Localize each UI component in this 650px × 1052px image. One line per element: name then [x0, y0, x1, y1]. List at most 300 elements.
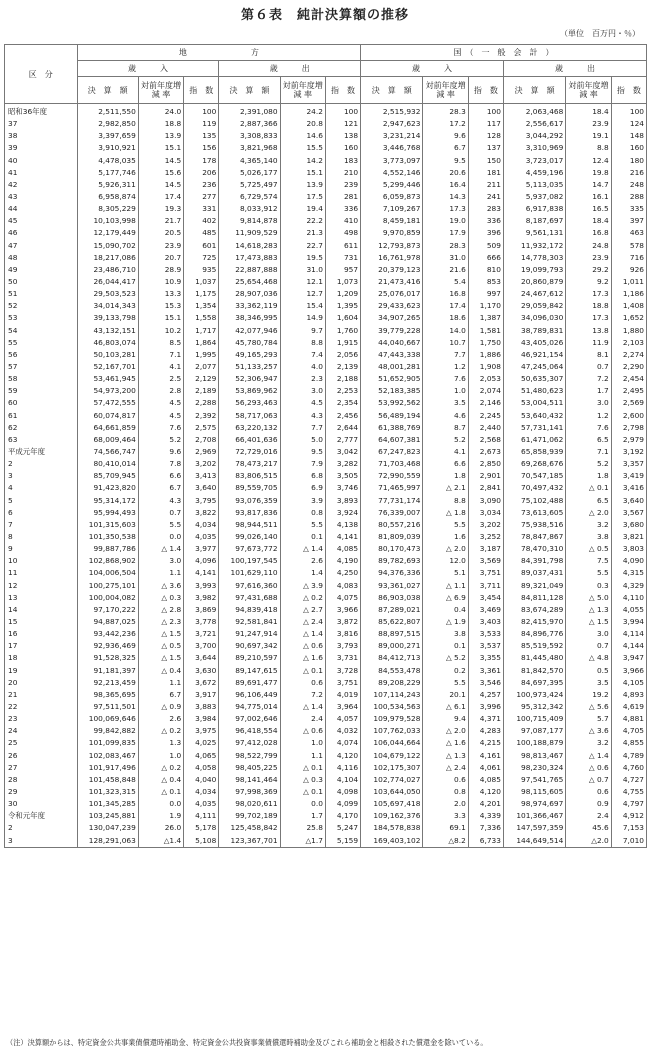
national-expenditure-rate: 17.3: [566, 288, 611, 300]
local-expenditure-rate: △ 1.4: [280, 701, 325, 713]
national-revenue-amount: 85,622,807: [361, 616, 423, 628]
national-expenditure-index: 160: [611, 142, 646, 154]
national-expenditure-index: 148: [611, 130, 646, 142]
year-label: 42: [5, 179, 78, 191]
national-expenditure-amount: 38,789,831: [503, 325, 565, 337]
local-revenue-amount: 34,014,343: [77, 300, 138, 312]
national-expenditure-amount: 84,697,395: [503, 677, 565, 689]
table-row: [5, 142, 647, 154]
national-expenditure-index: 4,090: [611, 555, 646, 567]
local-revenue-rate: 1.1: [138, 567, 183, 579]
year-label: 22: [5, 701, 78, 713]
local-revenue-rate: 15.1: [138, 312, 183, 324]
local-revenue-index: 3,700: [184, 640, 219, 652]
table-row: [5, 604, 647, 616]
local-revenue-rate: 5.2: [138, 434, 183, 446]
local-expenditure-index: 2,188: [325, 373, 360, 385]
national-expenditure-amount: 97,541,765: [503, 774, 565, 786]
national-expenditure-rate: 7.1: [566, 446, 611, 458]
national-expenditure-index: 4,619: [611, 701, 646, 713]
national-revenue-rate: 5.5: [423, 677, 468, 689]
national-expenditure-amount: 84,896,776: [503, 628, 565, 640]
local-expenditure-index: 3,505: [325, 470, 360, 482]
national-revenue-rate: △ 2.0: [423, 725, 468, 737]
local-expenditure-index: 3,728: [325, 664, 360, 676]
local-revenue-index: 119: [184, 118, 219, 130]
national-expenditure-index: 1,408: [611, 300, 646, 312]
local-expenditure-rate: 12.7: [280, 288, 325, 300]
national-revenue-index: 2,850: [468, 458, 503, 470]
year-label: 4: [5, 482, 78, 494]
local-revenue-amount: 99,842,882: [77, 725, 138, 737]
local-revenue-amount: 60,074,817: [77, 410, 138, 422]
national-expenditure-amount: 5,937,082: [503, 191, 565, 203]
local-expenditure-amount: 52,306,947: [219, 373, 280, 385]
national-expenditure-rate: 5.5: [566, 567, 611, 579]
local-expenditure-index: 3,872: [325, 616, 360, 628]
local-revenue-rate: △ 2.8: [138, 604, 183, 616]
local-revenue-rate: 15.6: [138, 167, 183, 179]
national-revenue-rate: 1.8: [423, 470, 468, 482]
national-revenue-rate: 4.1: [423, 446, 468, 458]
national-revenue-amount: 105,697,418: [361, 798, 423, 810]
year-label: 11: [5, 567, 78, 579]
local-revenue-index: 156: [184, 142, 219, 154]
national-expenditure-rate: △ 4.8: [566, 652, 611, 664]
national-expenditure-rate: 24.8: [566, 240, 611, 252]
national-revenue-index: 2,901: [468, 470, 503, 482]
national-expenditure-rate: 3.0: [566, 628, 611, 640]
national-revenue-rate: 0.4: [423, 604, 468, 616]
national-revenue-rate: 9.5: [423, 155, 468, 167]
national-expenditure-index: 335: [611, 203, 646, 215]
local-revenue-amount: 64,661,859: [77, 422, 138, 434]
national-expenditure-amount: 69,268,676: [503, 458, 565, 470]
local-expenditure-amount: 83,806,515: [219, 470, 280, 482]
national-revenue-index: 181: [468, 167, 503, 179]
local-revenue-index: 236: [184, 179, 219, 191]
local-revenue-amount: 5,926,311: [77, 179, 138, 191]
national-expenditure-index: 248: [611, 179, 646, 191]
local-revenue-index: 3,883: [184, 701, 219, 713]
local-expenditure-amount: 92,581,841: [219, 616, 280, 628]
national-expenditure-amount: 100,973,424: [503, 689, 565, 701]
local-expenditure-amount: 93,076,359: [219, 495, 280, 507]
year-label: 2: [5, 822, 78, 834]
national-revenue-index: 3,533: [468, 628, 503, 640]
national-revenue-index: 4,061: [468, 762, 503, 774]
local-expenditure-amount: 66,401,636: [219, 434, 280, 446]
national-revenue-rate: 12.0: [423, 555, 468, 567]
local-expenditure-rate: 15.1: [280, 167, 325, 179]
local-revenue-rate: 23.9: [138, 240, 183, 252]
national-expenditure-rate: 8.8: [566, 142, 611, 154]
national-revenue-index: 4,283: [468, 725, 503, 737]
local-revenue-amount: 46,803,074: [77, 337, 138, 349]
national-revenue-amount: 5,299,446: [361, 179, 423, 191]
local-expenditure-index: 100: [325, 104, 360, 119]
national-expenditure-rate: 11.9: [566, 337, 611, 349]
national-revenue-index: 396: [468, 227, 503, 239]
national-revenue-amount: 89,782,693: [361, 555, 423, 567]
local-expenditure-index: 3,746: [325, 482, 360, 494]
local-revenue-amount: 100,275,101: [77, 579, 138, 591]
local-expenditure-rate: △ 2.4: [280, 616, 325, 628]
local-revenue-amount: 103,245,881: [77, 810, 138, 822]
national-revenue-amount: 29,433,623: [361, 300, 423, 312]
local-revenue-amount: 130,047,239: [77, 822, 138, 834]
local-revenue-rate: 15.3: [138, 300, 183, 312]
national-revenue-amount: 52,183,385: [361, 385, 423, 397]
national-expenditure-amount: 47,245,064: [503, 361, 565, 373]
table-row: [5, 652, 647, 664]
table-row: [5, 495, 647, 507]
table-row: [5, 543, 647, 555]
table-row: [5, 312, 647, 324]
national-revenue-rate: △ 6.9: [423, 592, 468, 604]
local-expenditure-index: 3,793: [325, 640, 360, 652]
table-row: [5, 640, 647, 652]
local-expenditure-index: 336: [325, 203, 360, 215]
year-label: 30: [5, 798, 78, 810]
national-expenditure-amount: 46,921,154: [503, 349, 565, 361]
local-revenue-amount: 91,528,325: [77, 652, 138, 664]
national-expenditure-amount: 78,470,310: [503, 543, 565, 555]
local-revenue-amount: 102,868,902: [77, 555, 138, 567]
year-label: 6: [5, 507, 78, 519]
national-revenue-rate: △ 1.3: [423, 749, 468, 761]
local-revenue-rate: 26.0: [138, 822, 183, 834]
year-label: 53: [5, 312, 78, 324]
local-expenditure-amount: 14,618,283: [219, 240, 280, 252]
local-expenditure-rate: 4.3: [280, 410, 325, 422]
year-label: 57: [5, 361, 78, 373]
national-revenue-rate: △ 1.1: [423, 579, 468, 591]
local-expenditure-amount: 53,869,962: [219, 385, 280, 397]
national-revenue-amount: 100,534,563: [361, 701, 423, 713]
local-revenue-amount: 23,486,710: [77, 264, 138, 276]
local-expenditure-amount: 2,887,366: [219, 118, 280, 130]
local-expenditure-index: 2,777: [325, 434, 360, 446]
national-revenue-amount: 51,652,905: [361, 373, 423, 385]
local-revenue-index: 3,672: [184, 677, 219, 689]
local-revenue-rate: 4.1: [138, 361, 183, 373]
national-revenue-index: 100: [468, 104, 503, 119]
national-expenditure-index: 397: [611, 215, 646, 227]
national-expenditure-rate: 2.4: [566, 810, 611, 822]
local-revenue-rate: 1.0: [138, 749, 183, 761]
local-expenditure-rate: 5.0: [280, 434, 325, 446]
local-expenditure-rate: 6.8: [280, 470, 325, 482]
local-revenue-index: 3,644: [184, 652, 219, 664]
national-expenditure-index: 4,705: [611, 725, 646, 737]
local-expenditure-amount: 89,559,705: [219, 482, 280, 494]
local-revenue-index: 1,717: [184, 325, 219, 337]
national-expenditure-rate: 23.9: [566, 118, 611, 130]
table-row: [5, 470, 647, 482]
local-expenditure-index: 3,042: [325, 446, 360, 458]
local-revenue-index: 4,035: [184, 531, 219, 543]
local-revenue-amount: 91,181,397: [77, 664, 138, 676]
local-expenditure-amount: 98,020,611: [219, 798, 280, 810]
national-revenue-amount: 89,208,229: [361, 677, 423, 689]
national-expenditure-amount: 95,312,342: [503, 701, 565, 713]
local-revenue-rate: 7.1: [138, 349, 183, 361]
national-revenue-rate: 8.7: [423, 422, 468, 434]
national-expenditure-rate: △ 5.0: [566, 592, 611, 604]
year-label: 10: [5, 555, 78, 567]
national-revenue-index: 6,733: [468, 834, 503, 847]
national-expenditure-amount: 89,321,049: [503, 579, 565, 591]
national-expenditure-amount: 2,063,468: [503, 104, 565, 119]
national-expenditure-index: 716: [611, 252, 646, 264]
year-label: 3: [5, 834, 78, 847]
table-row: [5, 373, 647, 385]
local-expenditure-rate: △1.7: [280, 834, 325, 847]
local-revenue-rate: 9.6: [138, 446, 183, 458]
national-revenue-index: 2,673: [468, 446, 503, 458]
local-revenue-index: 2,189: [184, 385, 219, 397]
local-expenditure-amount: 22,887,888: [219, 264, 280, 276]
local-revenue-amount: 101,458,848: [77, 774, 138, 786]
local-revenue-index: 485: [184, 227, 219, 239]
national-revenue-rate: 16.8: [423, 288, 468, 300]
local-expenditure-index: 4,138: [325, 519, 360, 531]
local-expenditure-amount: 4,365,140: [219, 155, 280, 167]
year-label: 51: [5, 288, 78, 300]
national-expenditure-index: 4,727: [611, 774, 646, 786]
local-expenditure-rate: 1.1: [280, 749, 325, 761]
local-revenue-amount: 95,994,493: [77, 507, 138, 519]
national-expenditure-rate: 7.2: [566, 373, 611, 385]
local-expenditure-amount: 38,346,995: [219, 312, 280, 324]
year-label: 17: [5, 640, 78, 652]
national-expenditure-amount: 85,519,592: [503, 640, 565, 652]
table-row: [5, 446, 647, 458]
national-expenditure-rate: 8.1: [566, 349, 611, 361]
national-expenditure-index: 4,855: [611, 737, 646, 749]
table-body: [5, 104, 647, 848]
local-expenditure-index: 4,074: [325, 737, 360, 749]
national-expenditure-rate: 3.0: [566, 397, 611, 409]
local-revenue-rate: 0.0: [138, 531, 183, 543]
national-revenue-index: 1,581: [468, 325, 503, 337]
index-header: 指 数: [325, 77, 360, 104]
year-label: 5: [5, 495, 78, 507]
national-revenue-rate: 7.6: [423, 373, 468, 385]
year-label: 15: [5, 616, 78, 628]
national-expenditure-rate: 0.9: [566, 798, 611, 810]
local-revenue-amount: 54,973,200: [77, 385, 138, 397]
national-revenue-rate: 5.5: [423, 519, 468, 531]
year-label: 50: [5, 276, 78, 288]
local-revenue-amount: 101,099,835: [77, 737, 138, 749]
national-expenditure-amount: 144,649,514: [503, 834, 565, 847]
local-expenditure-index: 611: [325, 240, 360, 252]
table-row: [5, 325, 647, 337]
local-revenue-amount: 68,009,464: [77, 434, 138, 446]
national-revenue-rate: 2.0: [423, 798, 468, 810]
local-revenue-rate: △ 0.3: [138, 592, 183, 604]
national-expenditure-index: 100: [611, 104, 646, 119]
national-revenue-rate: △ 5.2: [423, 652, 468, 664]
local-revenue-rate: △1.4: [138, 834, 183, 847]
local-expenditure-rate: △ 0.6: [280, 725, 325, 737]
national-revenue-index: 4,201: [468, 798, 503, 810]
national-expenditure-index: 2,103: [611, 337, 646, 349]
national-revenue-header: 歳 入: [361, 61, 504, 77]
year-label: 48: [5, 252, 78, 264]
year-label: 12: [5, 579, 78, 591]
national-expenditure-index: 4,755: [611, 786, 646, 798]
national-revenue-rate: △ 2.1: [423, 482, 468, 494]
year-label: 43: [5, 191, 78, 203]
national-revenue-amount: 106,044,664: [361, 737, 423, 749]
table-row: [5, 288, 647, 300]
national-expenditure-amount: 75,102,488: [503, 495, 565, 507]
local-expenditure-amount: 97,616,360: [219, 579, 280, 591]
national-expenditure-index: 4,789: [611, 749, 646, 761]
national-expenditure-amount: 2,556,617: [503, 118, 565, 130]
national-revenue-rate: 5.4: [423, 276, 468, 288]
local-revenue-index: 2,288: [184, 397, 219, 409]
table-row: [5, 822, 647, 834]
local-revenue-index: 4,025: [184, 737, 219, 749]
local-expenditure-amount: 98,141,464: [219, 774, 280, 786]
local-revenue-index: 1,354: [184, 300, 219, 312]
local-expenditure-index: 3,816: [325, 628, 360, 640]
national-revenue-rate: 6.6: [423, 458, 468, 470]
national-revenue-rate: 0.8: [423, 786, 468, 798]
national-expenditure-rate: 7.5: [566, 555, 611, 567]
year-label: 44: [5, 203, 78, 215]
local-expenditure-index: 3,893: [325, 495, 360, 507]
year-label: 59: [5, 385, 78, 397]
local-revenue-rate: 21.7: [138, 215, 183, 227]
unit-label: （単位 百万円・％）: [560, 29, 640, 38]
local-revenue-amount: 100,069,646: [77, 713, 138, 725]
local-expenditure-rate: 2.4: [280, 713, 325, 725]
table-row: [5, 203, 647, 215]
national-revenue-amount: 61,388,769: [361, 422, 423, 434]
national-revenue-index: 241: [468, 191, 503, 203]
national-revenue-index: 3,469: [468, 604, 503, 616]
table-row: [5, 579, 647, 591]
local-revenue-index: 135: [184, 130, 219, 142]
national-expenditure-amount: 3,044,292: [503, 130, 565, 142]
local-revenue-amount: 94,887,025: [77, 616, 138, 628]
national-expenditure-index: 2,798: [611, 422, 646, 434]
table-row: [5, 774, 647, 786]
national-revenue-rate: 5.2: [423, 434, 468, 446]
local-revenue-rate: 6.6: [138, 470, 183, 482]
local-revenue-amount: 3,910,921: [77, 142, 138, 154]
local-expenditure-rate: 7.4: [280, 349, 325, 361]
year-label: 令和元年度: [5, 810, 78, 822]
local-revenue-rate: 10.9: [138, 276, 183, 288]
table-row: [5, 410, 647, 422]
national-revenue-rate: △8.2: [423, 834, 468, 847]
national-revenue-amount: 16,761,978: [361, 252, 423, 264]
national-revenue-rate: △ 2.0: [423, 543, 468, 555]
local-revenue-amount: 102,083,467: [77, 749, 138, 761]
local-revenue-amount: 15,090,702: [77, 240, 138, 252]
national-expenditure-index: 4,760: [611, 762, 646, 774]
national-expenditure-index: 2,979: [611, 434, 646, 446]
local-expenditure-amount: 94,839,418: [219, 604, 280, 616]
national-revenue-amount: 39,779,228: [361, 325, 423, 337]
national-expenditure-index: 2,274: [611, 349, 646, 361]
year-label: 18: [5, 652, 78, 664]
year-label: 14: [5, 604, 78, 616]
local-expenditure-index: 1,209: [325, 288, 360, 300]
national-revenue-index: 997: [468, 288, 503, 300]
national-expenditure-index: 4,893: [611, 689, 646, 701]
local-expenditure-index: 3,966: [325, 604, 360, 616]
local-revenue-amount: 4,478,035: [77, 155, 138, 167]
national-revenue-amount: 107,114,243: [361, 689, 423, 701]
year-label: 7: [5, 519, 78, 531]
local-revenue-rate: 7.8: [138, 458, 183, 470]
national-expenditure-amount: 81,445,480: [503, 652, 565, 664]
national-expenditure-rate: 6.5: [566, 495, 611, 507]
national-revenue-amount: 93,361,027: [361, 579, 423, 591]
local-expenditure-amount: 3,308,833: [219, 130, 280, 142]
local-expenditure-index: 2,056: [325, 349, 360, 361]
local-expenditure-rate: 14.9: [280, 312, 325, 324]
local-expenditure-index: 4,019: [325, 689, 360, 701]
local-revenue-index: 2,969: [184, 446, 219, 458]
local-revenue-index: 3,822: [184, 507, 219, 519]
local-revenue-amount: 2,511,550: [77, 104, 138, 119]
national-expenditure-index: 1,011: [611, 276, 646, 288]
local-expenditure-amount: 5,725,497: [219, 179, 280, 191]
local-expenditure-index: 4,170: [325, 810, 360, 822]
national-revenue-rate: 14.0: [423, 325, 468, 337]
local-expenditure-index: 4,141: [325, 531, 360, 543]
local-revenue-rate: 24.0: [138, 104, 183, 119]
year-label: 26: [5, 749, 78, 761]
national-expenditure-index: 4,912: [611, 810, 646, 822]
local-expenditure-rate: △ 1.6: [280, 652, 325, 664]
year-label: 45: [5, 215, 78, 227]
local-revenue-amount: 101,323,315: [77, 786, 138, 798]
local-expenditure-index: 183: [325, 155, 360, 167]
local-revenue-amount: 97,511,501: [77, 701, 138, 713]
local-revenue-rate: 4.5: [138, 410, 183, 422]
local-expenditure-index: 4,032: [325, 725, 360, 737]
national-expenditure-index: 4,105: [611, 677, 646, 689]
national-revenue-index: 2,245: [468, 410, 503, 422]
national-revenue-index: 336: [468, 215, 503, 227]
local-expenditure-rate: 0.1: [280, 531, 325, 543]
local-revenue-index: 4,034: [184, 786, 219, 798]
local-revenue-index: 3,982: [184, 592, 219, 604]
year-label: 3: [5, 470, 78, 482]
table-row: [5, 104, 647, 119]
national-expenditure-index: 3,947: [611, 652, 646, 664]
national-revenue-amount: 7,109,267: [361, 203, 423, 215]
local-expenditure-amount: 28,907,036: [219, 288, 280, 300]
local-revenue-rate: △ 0.1: [138, 786, 183, 798]
national-expenditure-index: 4,797: [611, 798, 646, 810]
local-expenditure-amount: 3,821,968: [219, 142, 280, 154]
local-expenditure-amount: 90,697,342: [219, 640, 280, 652]
local-expenditure-rate: 2.3: [280, 373, 325, 385]
national-revenue-amount: 80,170,473: [361, 543, 423, 555]
local-expenditure-rate: 15.5: [280, 142, 325, 154]
local-expenditure-amount: 97,412,028: [219, 737, 280, 749]
